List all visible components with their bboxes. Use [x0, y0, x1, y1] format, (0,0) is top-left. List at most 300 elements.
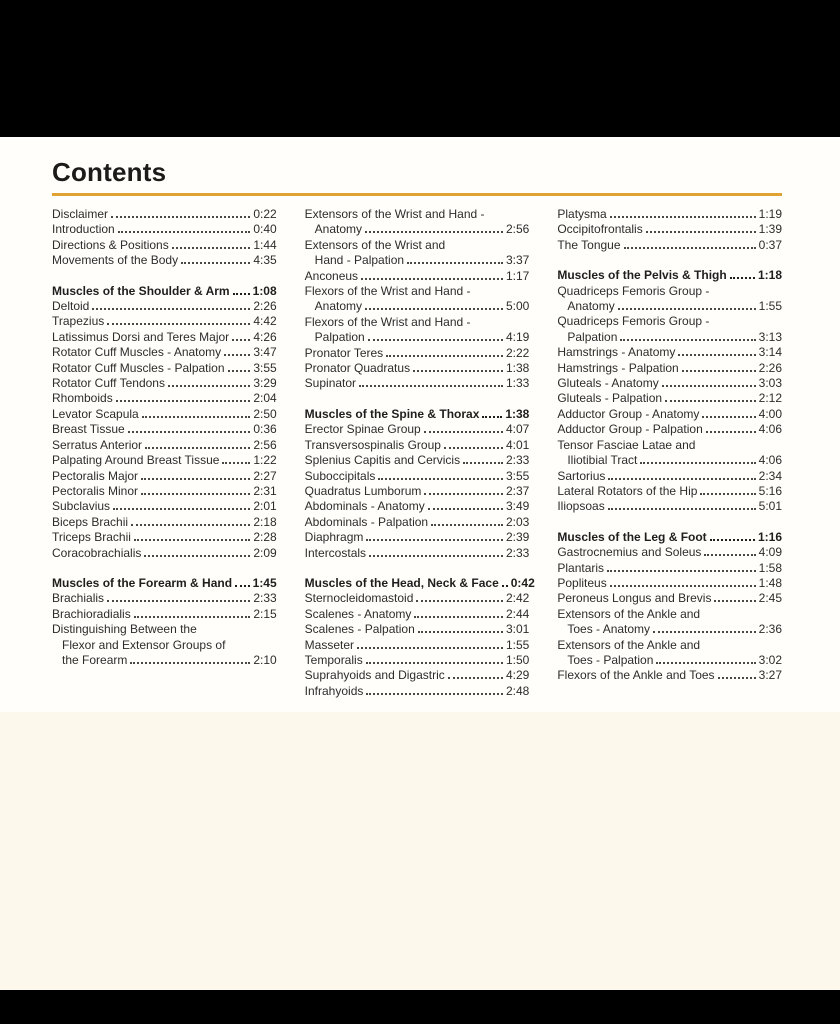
toc-entry — [52, 207, 277, 222]
toc-entry — [305, 269, 530, 284]
toc-section-header-label: Muscles of the Forearm & Hand — [52, 575, 233, 590]
toc-entry — [52, 469, 277, 484]
toc-group — [304, 575, 535, 699]
toc-entry-label: Intercostals — [304, 545, 367, 560]
dot-leader — [141, 493, 250, 495]
toc-entry-label: Quadriceps Femoris Group - — [557, 283, 710, 298]
toc-entry-label: Coracobrachialis — [52, 545, 142, 560]
toc-entry-time: 2:15 — [253, 606, 277, 621]
dot-leader — [365, 231, 503, 233]
toc-entry-label: Iliopsoas — [557, 499, 605, 514]
toc-entry-time: 5:00 — [505, 299, 530, 314]
toc-entry-time: 4:07 — [505, 422, 530, 437]
toc-entry — [52, 330, 277, 345]
toc-entry-label: Supinator — [304, 376, 357, 391]
dot-leader — [172, 247, 251, 249]
toc-entry-label: Peroneus Longus and Brevis — [557, 591, 712, 606]
toc-entry-time: 1:17 — [505, 268, 530, 283]
dot-leader — [700, 493, 755, 495]
toc-entry-label: Rotator Cuff Muscles - Palpation — [52, 360, 225, 375]
toc-entry-time: 2:39 — [505, 530, 530, 545]
toc-entry — [557, 576, 782, 591]
toc-entry — [557, 407, 782, 422]
toc-entry-label: Palpation — [567, 329, 618, 344]
toc-entry-label: Trapezius — [52, 314, 105, 329]
toc-entry — [305, 684, 530, 699]
toc-entry-label: Sternocleidomastoid — [304, 591, 414, 606]
toc-entry-time: 3:01 — [505, 622, 530, 637]
toc-entry-time: 2:04 — [253, 391, 277, 406]
toc-entry — [557, 314, 782, 329]
dot-leader — [181, 262, 250, 264]
toc-section-header-label: Muscles of the Spine & Thorax — [304, 406, 480, 421]
toc-entry-time: 3:29 — [253, 376, 277, 391]
dot-leader — [407, 262, 503, 264]
toc-entry-time: 2:10 — [253, 652, 277, 667]
dot-leader — [134, 616, 251, 618]
toc-entry-label: Subclavius — [52, 499, 111, 514]
toc-entry-label: Tensor Fasciae Latae and — [557, 437, 696, 452]
toc-entry-label: Movements of the Body — [52, 253, 179, 268]
toc-entry-time: 4:35 — [253, 253, 277, 268]
toc-section-header-time: 0:42 — [510, 575, 535, 590]
toc-entry — [305, 330, 530, 345]
toc-section-header — [52, 576, 277, 591]
toc-entry-time: 2:50 — [253, 406, 277, 421]
toc-entry-label: Scalenes - Palpation — [304, 622, 415, 637]
toc-entry-label: Suprahyoids and Digastric — [304, 668, 445, 683]
toc-entry — [557, 545, 782, 560]
toc-entry — [557, 499, 782, 514]
toc-entry-time: 1:55 — [505, 637, 530, 652]
toc-entry-label: Adductor Group - Palpation — [557, 422, 703, 437]
dot-leader — [482, 416, 502, 418]
toc-entry-time: 2:45 — [758, 591, 783, 606]
toc-group — [305, 207, 530, 392]
toc-entry — [557, 469, 782, 484]
toc-entry-time: 4:19 — [505, 330, 530, 345]
toc-entry — [557, 376, 782, 391]
toc-entry-label: Lateral Rotators of the Hip — [557, 483, 698, 498]
dot-leader — [361, 278, 503, 280]
toc-entry-time: 5:01 — [758, 499, 783, 514]
dot-leader — [413, 370, 503, 372]
toc-entry-label: Infrahyoids — [304, 683, 364, 698]
toc-entry-time: 1:19 — [758, 207, 783, 221]
toc-entry-label: Masseter — [304, 637, 355, 652]
toc-entry — [305, 515, 530, 530]
toc-entry-time: 3:55 — [253, 360, 277, 375]
toc-section-header-label: Muscles of the Shoulder & Arm — [52, 283, 230, 298]
toc-entry-time: 2:27 — [253, 468, 277, 483]
toc-entry-label: Gluteals - Anatomy — [557, 376, 659, 391]
dot-leader — [662, 385, 756, 387]
toc-entry — [52, 499, 277, 514]
toc-entry-time: 2:26 — [253, 299, 277, 314]
toc-entry — [305, 622, 530, 637]
toc-entry — [52, 653, 277, 668]
toc-entry-label: Quadratus Lumborum — [304, 483, 422, 498]
toc-entry — [557, 622, 782, 637]
toc-entry-time: 4:09 — [758, 545, 783, 560]
toc-entry-label: Transversospinalis Group — [304, 437, 441, 452]
toc-entry — [305, 238, 530, 253]
toc-entry — [52, 638, 277, 653]
toc-entry — [557, 453, 782, 468]
toc-entry-time: 2:37 — [505, 483, 530, 498]
dot-leader — [610, 585, 756, 587]
toc-entry — [557, 638, 782, 653]
toc-group — [557, 268, 782, 515]
dot-leader — [141, 478, 250, 480]
dot-leader — [431, 524, 503, 526]
toc-entry-time: 2:33 — [505, 453, 530, 468]
toc-entry-label: Erector Spinae Group — [304, 422, 421, 437]
toc-entry — [557, 284, 782, 299]
toc-entry-time: 4:26 — [253, 329, 277, 344]
toc-entry-label: Flexors of the Ankle and Toes — [557, 668, 715, 683]
toc-entry-time: 1:58 — [758, 560, 783, 575]
toc-section-header-time: 1:38 — [505, 406, 530, 421]
toc-entry-label: Gastrocnemius and Soleus — [557, 545, 702, 560]
dot-leader — [607, 570, 756, 572]
page-title: Contents — [52, 157, 782, 196]
dot-leader — [646, 231, 756, 233]
toc-entry-label: Introduction — [52, 222, 115, 237]
toc-entry — [305, 607, 530, 622]
toc-entry-time: 4:06 — [758, 453, 783, 468]
toc-entry — [305, 438, 530, 453]
toc-entry-time: 3:03 — [758, 376, 783, 391]
dot-leader — [444, 447, 503, 449]
dot-leader — [365, 308, 503, 310]
toc-entry-label: Brachialis — [52, 591, 105, 606]
toc-entry-time: 1:22 — [253, 453, 277, 468]
dot-leader — [424, 431, 503, 433]
toc-section-header-label: Muscles of the Pelvis & Thigh — [557, 268, 727, 283]
toc-group — [557, 530, 782, 684]
toc-entry-time: 2:34 — [758, 468, 783, 483]
dot-leader — [424, 493, 503, 495]
toc-entry-label: Pectoralis Major — [52, 468, 139, 483]
toc-entry — [557, 361, 782, 376]
toc-entry-label: The Tongue — [557, 237, 621, 252]
toc-entry-label: Serratus Anterior — [52, 437, 143, 452]
toc-section-header-time: 1:08 — [252, 283, 277, 298]
toc-entry-time: 2:36 — [758, 622, 783, 637]
dot-leader — [232, 339, 250, 341]
toc-entry-time: 2:42 — [505, 591, 530, 606]
toc-entry — [557, 222, 782, 237]
toc-entry — [305, 346, 530, 361]
toc-group — [52, 284, 277, 561]
toc-entry — [305, 361, 530, 376]
toc-entry — [305, 530, 530, 545]
toc-entry-label: Levator Scapula — [52, 406, 139, 421]
toc-entry-time: 3:37 — [505, 253, 530, 268]
toc-entry-label: Iliotibial Tract — [567, 453, 638, 468]
dot-leader — [618, 308, 756, 310]
toc-entry — [52, 407, 277, 422]
toc-entry — [52, 607, 277, 622]
toc-entry — [557, 238, 782, 253]
dot-leader — [702, 416, 755, 418]
dot-leader — [678, 354, 755, 356]
toc-group — [52, 207, 277, 269]
toc-entry-label: Palpation — [314, 330, 365, 345]
toc-group — [557, 207, 782, 253]
toc-entry — [305, 453, 530, 468]
toc-entry-label: Occipitofrontalis — [557, 222, 643, 237]
dot-leader — [608, 508, 756, 510]
toc-entry-time: 2:18 — [253, 514, 277, 529]
toc-entry-label: Platysma — [557, 207, 607, 221]
toc-entry — [52, 314, 277, 329]
dot-leader — [142, 416, 251, 418]
toc-entry-time: 1:55 — [758, 299, 783, 314]
toc-entry-label: Hand - Palpation — [314, 253, 405, 268]
toc-section-header — [304, 575, 535, 591]
toc-entry-time: 4:29 — [505, 668, 530, 683]
dot-leader — [624, 247, 756, 249]
toc-entry-label: Toes - Palpation — [567, 652, 654, 667]
toc-entry-label: Adductor Group - Anatomy — [557, 406, 700, 421]
toc-entry-time: 3:27 — [758, 668, 783, 683]
toc-entry-label: Rhomboids — [52, 391, 113, 406]
toc-entry-time: 2:22 — [505, 345, 530, 360]
toc-entry-label: Triceps Brachii — [52, 530, 131, 545]
dot-leader — [682, 370, 756, 372]
toc-entry-label: Flexor and Extensor Groups of — [62, 637, 226, 652]
toc-entry-time: 3:47 — [253, 345, 277, 360]
toc-entry — [52, 253, 277, 268]
toc-entry-label: Deltoid — [52, 299, 90, 314]
dot-leader — [366, 662, 503, 664]
toc-entry — [52, 222, 277, 237]
toc-entry-label: Flexors of the Wrist and Hand - — [304, 284, 471, 299]
toc-entry-label: Palpating Around Breast Tissue — [52, 453, 220, 468]
contents-section — [52, 157, 782, 699]
dot-leader — [414, 616, 503, 618]
toc-entry — [305, 299, 530, 314]
toc-entry — [305, 315, 530, 330]
toc-entry — [52, 530, 277, 545]
toc-entry — [557, 561, 782, 576]
toc-entry-time: 2:28 — [253, 530, 277, 545]
dot-leader — [665, 400, 756, 402]
toc-entry — [557, 591, 782, 606]
dot-leader — [608, 478, 755, 480]
toc-column-1 — [52, 207, 277, 699]
toc-entry-label: Extensors of the Ankle and — [557, 637, 701, 652]
dot-leader — [706, 431, 756, 433]
toc-entry-time: 3:14 — [758, 345, 783, 360]
toc-entry — [52, 391, 277, 406]
dot-leader — [418, 631, 503, 633]
toc-entry-time: 4:00 — [758, 406, 783, 421]
toc-entry-label: Pronator Teres — [304, 345, 384, 360]
dot-leader — [463, 462, 503, 464]
toc-entry-label: Flexors of the Wrist and Hand - — [304, 314, 471, 329]
toc-entry-label: Scalenes - Anatomy — [304, 606, 412, 621]
toc-entry-time: 2:31 — [253, 483, 277, 498]
toc-entry — [52, 453, 277, 468]
toc-entry-time: 2:33 — [505, 545, 530, 560]
toc-entry-label: Latissimus Dorsi and Teres Major — [52, 329, 230, 344]
dot-leader — [704, 554, 755, 556]
dot-leader — [118, 231, 251, 233]
dot-leader — [131, 524, 250, 526]
toc-entry-label: Disclaimer — [52, 207, 109, 221]
toc-entry — [305, 638, 530, 653]
toc-entry-time: 1:38 — [505, 361, 530, 376]
toc-section-header-time: 1:45 — [252, 575, 277, 590]
toc-entry-time: 2:03 — [505, 514, 530, 529]
dot-leader — [448, 677, 503, 679]
toc-entry — [52, 515, 277, 530]
toc-entry-label: Suboccipitals — [304, 468, 376, 483]
toc-entry-label: Directions & Positions — [52, 237, 169, 252]
toc-entry — [557, 484, 782, 499]
toc-entry-time: 2:48 — [505, 683, 530, 698]
toc-entry-time: 2:33 — [253, 591, 277, 606]
dot-leader — [620, 339, 755, 341]
toc-entry-time: 3:49 — [505, 499, 530, 514]
toc-entry — [52, 438, 277, 453]
toc-entry — [52, 299, 277, 314]
toc-entry-label: Pectoralis Minor — [52, 483, 139, 498]
toc-entry-time: 2:44 — [505, 606, 530, 621]
dot-leader — [107, 323, 250, 325]
toc-entry-label: Plantaris — [557, 560, 605, 575]
toc-entry — [557, 391, 782, 406]
dot-leader — [92, 308, 250, 310]
dot-leader — [116, 400, 251, 402]
toc-entry — [557, 207, 782, 222]
toc-entry — [52, 422, 277, 437]
toc-section-header — [52, 284, 277, 299]
dot-leader — [718, 677, 756, 679]
toc-entry-time: 2:12 — [758, 391, 783, 406]
toc-entry-time: 0:22 — [253, 207, 277, 221]
toc-entry — [52, 546, 277, 561]
toc-entry-time: 0:37 — [758, 237, 783, 252]
toc-entry — [305, 207, 530, 222]
toc-entry-time: 2:09 — [253, 545, 277, 560]
dot-leader — [640, 462, 755, 464]
toc-column-2 — [304, 207, 535, 699]
dot-leader — [610, 216, 756, 218]
dot-leader — [369, 555, 503, 557]
dot-leader — [168, 385, 250, 387]
toc-entry-label: Anconeus — [304, 268, 359, 283]
toc-section-header-time: 1:18 — [757, 268, 783, 283]
toc-entry-time: 2:01 — [253, 499, 277, 514]
toc-entry — [305, 653, 530, 668]
toc-column-3 — [557, 207, 782, 699]
dot-leader — [428, 508, 503, 510]
toc-section-header — [557, 268, 782, 283]
dot-leader — [368, 339, 503, 341]
dot-leader — [107, 600, 250, 602]
toc-entry-label: Temporalis — [304, 652, 363, 667]
toc-entry — [305, 668, 530, 683]
toc-entry-label: Brachioradialis — [52, 606, 131, 621]
toc-group — [52, 576, 277, 668]
toc-entry-time: 1:33 — [505, 376, 530, 391]
toc-entry-label: Biceps Brachii — [52, 514, 129, 529]
toc-entry-label: Sartorius — [557, 468, 606, 483]
toc-entry-time: 4:06 — [758, 422, 783, 437]
toc-entry — [52, 622, 277, 637]
toc-entry-time: 1:50 — [505, 652, 530, 667]
toc-entry-time: 1:44 — [253, 237, 277, 252]
toc-entry — [557, 438, 782, 453]
toc-entry — [305, 284, 530, 299]
toc-entry-label: Rotator Cuff Muscles - Anatomy — [52, 345, 222, 360]
toc-entry — [557, 299, 782, 314]
dot-leader — [228, 370, 251, 372]
toc-entry-time: 2:56 — [253, 437, 277, 452]
dot-leader — [111, 216, 250, 218]
toc-entry-label: Anatomy — [314, 222, 363, 237]
toc-entry-time: 1:48 — [758, 575, 783, 590]
toc-section-header — [557, 530, 782, 545]
dot-leader — [222, 462, 250, 464]
dot-leader — [233, 293, 250, 295]
dot-leader — [359, 385, 503, 387]
toc-entry — [52, 345, 277, 360]
toc-entry-label: Rotator Cuff Tendons — [52, 376, 165, 391]
toc-entry-label: Extensors of the Wrist and Hand - — [304, 207, 485, 221]
toc-entry-label: Popliteus — [557, 575, 607, 590]
toc-entry-time: 2:56 — [505, 222, 530, 237]
toc-entry-time: 4:01 — [505, 437, 530, 452]
toc-entry-label: Hamstrings - Palpation — [557, 360, 679, 375]
toc-entry-label: the Forearm — [62, 652, 128, 667]
dot-leader — [656, 662, 755, 664]
toc-entry — [557, 668, 782, 683]
toc-entry — [305, 422, 530, 437]
toc-entry-time: 3:02 — [758, 652, 783, 667]
dot-leader — [714, 600, 755, 602]
toc-entry-label: Gluteals - Palpation — [557, 391, 663, 406]
toc-entry-time: 5:16 — [758, 483, 783, 498]
toc-entry — [557, 422, 782, 437]
toc-section-header-label: Muscles of the Head, Neck & Face — [304, 575, 499, 590]
toc-entry — [305, 546, 530, 561]
toc-entry-label: Toes - Anatomy — [567, 622, 651, 637]
toc-entry — [557, 345, 782, 360]
toc-entry — [305, 253, 530, 268]
dot-leader — [653, 631, 756, 633]
toc-entry-label: Breast Tissue — [52, 422, 125, 437]
toc-entry-label: Abdominals - Palpation — [304, 514, 429, 529]
toc-entry-time: 3:13 — [758, 329, 783, 344]
toc-entry — [52, 591, 277, 606]
toc-entry-time: 2:26 — [758, 360, 783, 375]
toc-entry — [305, 499, 530, 514]
toc-section-header — [305, 407, 530, 422]
dot-leader — [366, 693, 503, 695]
dot-leader — [502, 585, 508, 587]
toc-entry — [52, 376, 277, 391]
toc-entry-label: Extensors of the Ankle and — [557, 606, 701, 621]
toc-entry-label: Quadriceps Femoris Group - — [557, 314, 710, 329]
toc-entry — [557, 653, 782, 668]
dot-leader — [357, 647, 503, 649]
toc-entry — [557, 607, 782, 622]
